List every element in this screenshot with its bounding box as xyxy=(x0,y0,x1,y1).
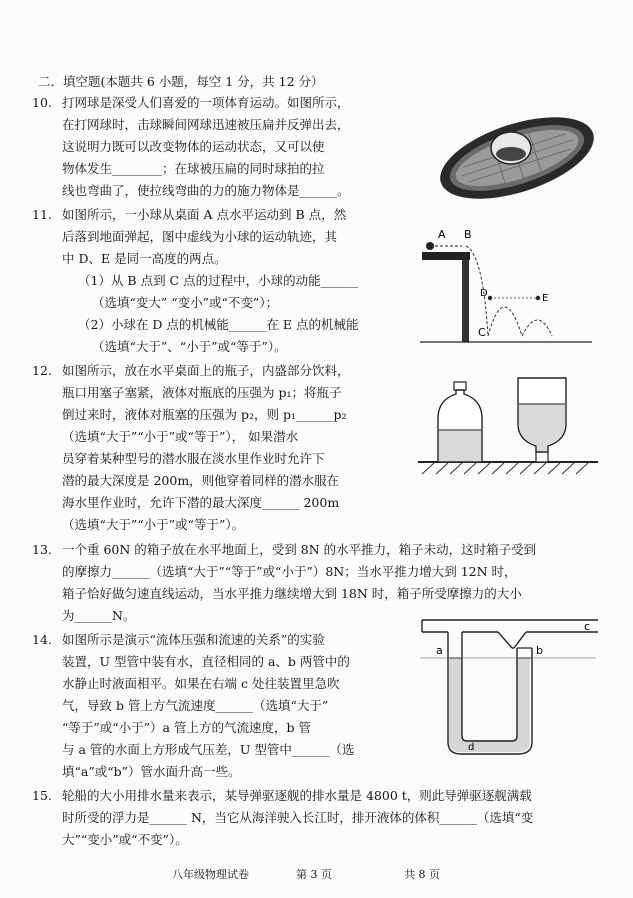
q11-line-1: 如图所示，一小球从桌面 A 点水平运动到 B 点，然 xyxy=(62,207,347,222)
question-number-15: 15. xyxy=(32,788,52,803)
q10-line-5: 线也弯曲了，使拉线弯曲的力的施力物体是______。 xyxy=(62,183,350,198)
u-tube-figure xyxy=(416,610,600,760)
q12-line-2: 瓶口用塞子塞紧，液体对瓶底的压强为 p₁；将瓶子 xyxy=(62,385,342,400)
q11-line-3: 中 D、E 是同一高度的两点。 xyxy=(62,251,227,266)
q14-line-3: 水静止时液面相平。如果在右端 c 处往装置里急吹 xyxy=(62,676,340,691)
q10-line-4: 物体发生________；在球被压扁的同时球拍的拉 xyxy=(62,161,325,176)
q14-line-5: “等于”或“小于”）a 管上方的气流速度，b 管 xyxy=(62,720,311,735)
q11-line-5: （选填“变大” “变小”或“不变”）； xyxy=(92,295,279,310)
footer-paper-title: 八年级物理试卷 xyxy=(172,868,249,881)
label-tube-d: d xyxy=(468,742,475,753)
footer-page-number: 第 3 页 xyxy=(296,868,332,881)
label-c: C xyxy=(478,326,486,339)
q13-line-3: 箱子恰好做匀速直线运动，当水平推力继续增大到 18N 时，箱子所受摩擦力的大小 xyxy=(62,586,522,601)
label-tube-b: b xyxy=(536,644,543,657)
question-number-14: 14. xyxy=(32,632,52,647)
q12-line-3: 倒过来时，液体对瓶塞的压强为 p₂，则 p₁______p₂ xyxy=(62,407,347,422)
question-number-11: 11. xyxy=(32,207,52,222)
q12-line-8: （选填“大于”“小于”或“等于”）。 xyxy=(62,517,245,532)
question-number-12: 12. xyxy=(32,363,52,378)
q10-line-2: 在打网球时，击球瞬间网球迅速被压扁并反弹出去， xyxy=(62,117,350,132)
q12-line-4: （选填“大于”“小于”或“等于”）， 如果潜水 xyxy=(62,429,299,444)
label-d: D xyxy=(480,288,488,299)
q13-line-1: 一个重 60N 的箱子放在水平地面上，受到 8N 的水平推力，箱子未动，这时箱子受到 xyxy=(62,542,537,557)
q11-line-7: （选填“大于”、“小于”或“等于”）。 xyxy=(92,339,287,354)
q12-line-1: 如图所示，放在水平桌面上的瓶子，内盛部分饮料， xyxy=(62,363,350,378)
label-tube-c: c xyxy=(584,620,591,633)
tennis-racket-figure xyxy=(428,96,606,208)
label-e: E xyxy=(542,293,549,304)
label-b: B xyxy=(464,228,472,241)
q15-line-3: 大”“变小”或“不变”）。 xyxy=(62,832,188,847)
label-a: A xyxy=(438,228,446,241)
q14-line-4: 气，导致 b 管上方气流速度______（选填“大于” xyxy=(62,698,329,713)
q10-line-1: 打网球是深受人们喜爱的一项体育运动。如图所示， xyxy=(62,95,350,110)
bottles-figure xyxy=(418,374,598,482)
q12-line-7: 海水里作业时，允许下潜的最大深度______ 200m xyxy=(62,495,340,510)
q14-line-1: 如图所示是演示“流体压强和流速的关系”的实验 xyxy=(62,632,325,647)
q15-line-2: 时所受的浮力是______ N，当它从海洋驶入长江时，排开液体的体积______（选填“变 xyxy=(62,810,534,825)
q15-line-1: 轮船的大小用排水量来表示，某导弹驱逐舰的排水量是 4800 t，则此导弹驱逐舰满载 xyxy=(62,788,532,803)
q11-line-2: 后落到地面弹起，图中虚线为小球的运动轨迹，其 xyxy=(62,229,338,244)
q11-line-6: （2）小球在 D 点的机械能______在 E 点的机械能 xyxy=(78,317,359,332)
q13-line-2: 的摩擦力______（选填“大于”“等于”或“小于”）8N；当水平推力增大到 12N 时， xyxy=(62,564,517,579)
footer-total-pages: 共 8 页 xyxy=(404,868,440,881)
q12-line-6: 潜的最大深度是 200m，则他穿着同样的潜水服在 xyxy=(62,473,340,488)
q11-line-4: （1）从 B 点到 C 点的过程中，小球的动能______ xyxy=(78,273,359,288)
question-number-10: 10. xyxy=(32,95,52,110)
ball-trajectory-figure xyxy=(418,224,594,344)
q13-line-4: 为______N。 xyxy=(62,608,136,623)
label-tube-a: a xyxy=(436,644,443,657)
q14-line-7: 填“a”或“b”）管水面升高一些。 xyxy=(62,764,241,779)
section-title: 二．填空题(本题共 6 小题，每空 1 分，共 12 分） xyxy=(38,74,324,89)
q12-line-5: 员穿着某种型号的潜水服在淡水里作业时允许下 xyxy=(62,451,325,466)
question-number-13: 13. xyxy=(32,542,52,557)
q10-line-3: 这说明力既可以改变物体的运动状态，又可以使 xyxy=(62,139,325,154)
q14-line-6: 与 a 管的水面上方形成气压差，U 型管中______（选 xyxy=(62,742,355,757)
q14-line-2: 装置，U 型管中装有水，直径相同的 a、b 两管中的 xyxy=(62,654,350,669)
